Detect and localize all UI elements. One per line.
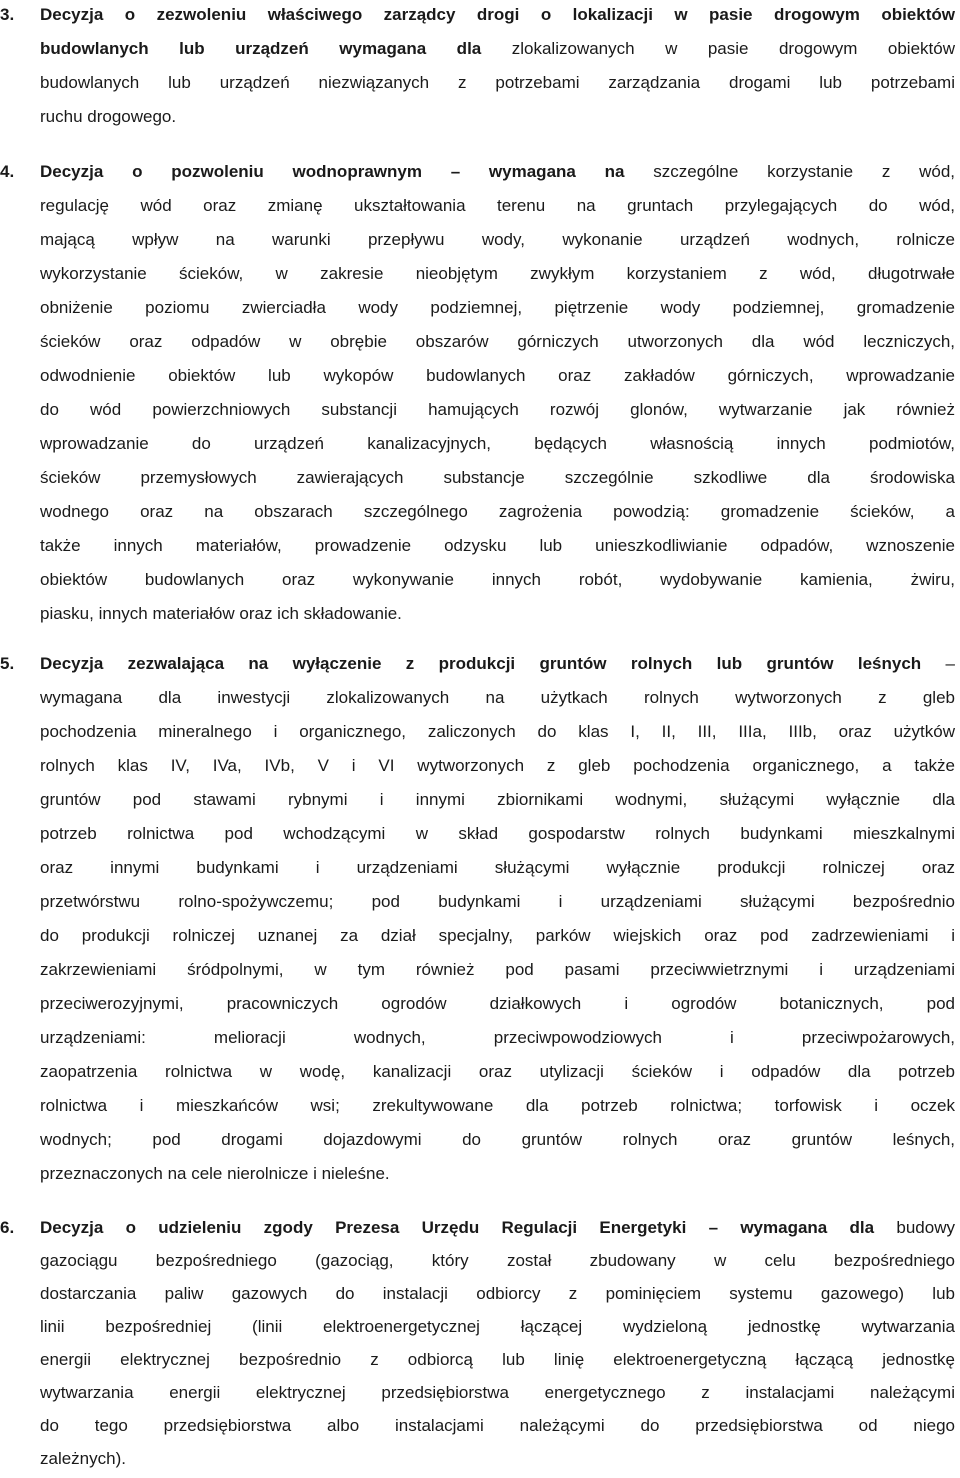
line-text: ścieków przemysłowych zawierających substancje szczególnie szkodliwe dla środowiska bbox=[40, 468, 955, 487]
line-text: do wód powierzchniowych substancji hamujących rozwój glonów, wytwarzanie jak również bbox=[40, 400, 955, 419]
line-text: budowy bbox=[874, 1218, 955, 1237]
item-line bbox=[40, 1157, 955, 1191]
item-line bbox=[40, 155, 955, 189]
item-number: 5. bbox=[0, 654, 15, 673]
bold-text: budowlanych lub urządzeń wymagana dla bbox=[40, 39, 482, 58]
item-line bbox=[40, 563, 955, 597]
line-text: zlokalizowanych w pasie drogowym obiektów bbox=[481, 39, 955, 58]
item-number: 6. bbox=[0, 1218, 15, 1237]
item-line bbox=[40, 681, 955, 715]
line-text: budowlanych lub urządzeń niezwiązanych z potrzebami zarządzania drogami lub potrzebami bbox=[40, 73, 955, 92]
item-line bbox=[40, 1055, 955, 1089]
line-text: rolnych klas IV, IVa, IVb, V i VI wytworzonych z gleb pochodzenia organicznego, a także bbox=[40, 756, 955, 775]
line-text: – bbox=[921, 654, 955, 673]
item-line bbox=[40, 885, 955, 919]
item-line bbox=[40, 393, 955, 427]
item-line bbox=[40, 851, 955, 885]
item-line bbox=[40, 100, 955, 134]
line-text: dostarczania paliw gazowych do instalacji odbiorcy z pominięciem systemu gazowego) lub bbox=[40, 1284, 955, 1303]
line-text: mającą wpływ na warunki przepływu wody, wykonanie urządzeń wodnych, rolnicze bbox=[40, 230, 955, 249]
line-text: do produkcji rolniczej uznanej za dział specjalny, parków wiejskich oraz pod zadrzewieniami i bbox=[40, 926, 955, 945]
item-line bbox=[40, 1123, 955, 1157]
line-text: ścieków oraz odpadów w obrębie obszarów górniczych utworzonych dla wód leczniczych, bbox=[40, 332, 955, 351]
item-line bbox=[40, 495, 955, 529]
item-line bbox=[40, 783, 955, 817]
item-line bbox=[40, 1277, 955, 1311]
item-line bbox=[40, 597, 955, 631]
item-number: 3. bbox=[0, 5, 15, 24]
item-line bbox=[40, 715, 955, 749]
line-text: gruntów pod stawami rybnymi i innymi zbiornikami wodnymi, służącymi wyłącznie dla bbox=[40, 790, 955, 809]
line-text: wymagana dla inwestycji zlokalizowanych na użytkach rolnych wytworzonych z gleb bbox=[40, 688, 955, 707]
bold-text: Decyzja o zezwoleniu właściwego zarządcy drogi o lokalizacji w pasie drogowym obiektów bbox=[40, 5, 955, 24]
item-line bbox=[40, 325, 955, 359]
item-line bbox=[40, 1021, 955, 1055]
line-text: gazociągu bezpośredniego (gazociąg, który został zbudowany w celu bezpośredniego bbox=[40, 1251, 955, 1270]
item-line bbox=[40, 359, 955, 393]
item-line bbox=[40, 919, 955, 953]
bold-text: Decyzja o udzieleniu zgody Prezesa Urzędu Regulacji Energetyki – wymagana dla bbox=[40, 1218, 875, 1237]
item-line bbox=[40, 817, 955, 851]
line-text: oraz innymi budynkami i urządzeniami służącymi wyłącznie produkcji rolniczej oraz bbox=[40, 858, 955, 877]
line-text: wytwarzania energii elektrycznej przedsiębiorstwa energetycznego z instalacjami należącymi bbox=[40, 1383, 955, 1402]
item-line bbox=[40, 953, 955, 987]
line-text: urządzeniami: melioracji wodnych, przeciwpowodziowych i przeciwpożarowych, bbox=[40, 1028, 955, 1047]
item-line bbox=[40, 1244, 955, 1278]
item-line bbox=[40, 529, 955, 563]
line-text: przeciwerozyjnymi, pracowniczych ogrodów działkowych i ogrodów botanicznych, pod bbox=[40, 994, 955, 1013]
item-number: 4. bbox=[0, 162, 15, 181]
line-text: zakrzewieniami śródpolnymi, w tym również pod pasami przeciwwietrznymi i urządzeniami bbox=[40, 960, 955, 979]
line-text: wodnego oraz na obszarach szczególnego zagrożenia powodzią: gromadzenie ścieków, a bbox=[40, 502, 955, 521]
line-text: linii bezpośredniej (linii elektroenergetycznej łączącej wydzieloną jednostkę wytwarzania bbox=[40, 1317, 955, 1336]
line-text: zaopatrzenia rolnictwa w wodę, kanalizacji oraz utylizacji ścieków i odpadów dla potrzeb bbox=[40, 1062, 955, 1081]
line-text: wykorzystanie ścieków, w zakresie nieobjętym zwykłym korzystaniem z wód, długotrwałe bbox=[40, 264, 955, 283]
bold-text: Decyzja o pozwoleniu wodnoprawnym – wymagana na bbox=[40, 162, 625, 181]
line-text: przetwórstwu rolno-spożywczemu; pod budynkami i urządzeniami służącymi bezpośrednio bbox=[40, 892, 955, 911]
line-text: ruchu drogowego. bbox=[40, 107, 177, 126]
item-line bbox=[40, 0, 955, 32]
item-line bbox=[40, 291, 955, 325]
item-line bbox=[40, 1409, 955, 1443]
item-line bbox=[40, 1376, 955, 1410]
item-line bbox=[40, 461, 955, 495]
item-line bbox=[40, 257, 955, 291]
line-text: zależnych). bbox=[40, 1449, 126, 1468]
item-line bbox=[40, 1442, 955, 1476]
item-line bbox=[40, 66, 955, 100]
item-line bbox=[40, 223, 955, 257]
item-line bbox=[40, 32, 955, 66]
line-text: obniżenie poziomu zwierciadła wody podziemnej, piętrzenie wody podziemnej, gromadzenie bbox=[40, 298, 955, 317]
item-line bbox=[40, 987, 955, 1021]
item-line bbox=[40, 749, 955, 783]
line-text: potrzeb rolnictwa pod wchodzącymi w skład gospodarstw rolnych budynkami mieszkalnymi bbox=[40, 824, 955, 843]
line-text: wprowadzanie do urządzeń kanalizacyjnych, będących własnością innych podmiotów, bbox=[40, 434, 955, 453]
line-text: przeznaczonych na cele nierolnicze i nieleśne. bbox=[40, 1164, 390, 1183]
line-text: regulację wód oraz zmianę ukształtowania terenu na gruntach przylegających do wód, bbox=[40, 196, 955, 215]
item-line bbox=[40, 189, 955, 223]
line-text: szczególne korzystanie z wód, bbox=[624, 162, 955, 181]
line-text: pochodzenia mineralnego i organicznego, zaliczonych do klas I, II, III, IIIa, IIIb, oraz użytków bbox=[40, 722, 955, 741]
line-text: wodnych; pod drogami dojazdowymi do gruntów rolnych oraz gruntów leśnych, bbox=[40, 1130, 955, 1149]
item-line bbox=[40, 1343, 955, 1377]
line-text: obiektów budowlanych oraz wykonywanie innych robót, wydobywanie kamienia, żwiru, bbox=[40, 570, 955, 589]
line-text: odwodnienie obiektów lub wykopów budowlanych oraz zakładów górniczych, wprowadzanie bbox=[40, 366, 955, 385]
line-text: do tego przedsiębiorstwa albo instalacjami należącymi do przedsiębiorstwa od niego bbox=[40, 1416, 955, 1435]
item-line bbox=[40, 647, 955, 681]
line-text: piasku, innych materiałów oraz ich składowanie. bbox=[40, 604, 402, 623]
item-line bbox=[40, 1089, 955, 1123]
line-text: także innych materiałów, prowadzenie odzysku lub unieszkodliwianie odpadów, wznoszenie bbox=[40, 536, 955, 555]
item-line bbox=[40, 1211, 955, 1245]
line-text: energii elektrycznej bezpośrednio z odbiorcą lub linię elektroenergetyczną łączącą jednostkę bbox=[40, 1350, 955, 1369]
line-text: rolnictwa i mieszkańców wsi; zrekultywowane dla potrzeb rolnictwa; torfowisk i oczek bbox=[40, 1096, 955, 1115]
item-line bbox=[40, 1310, 955, 1344]
bold-text: Decyzja zezwalająca na wyłączenie z produkcji gruntów rolnych lub gruntów leśnych bbox=[40, 654, 922, 673]
item-line bbox=[40, 427, 955, 461]
